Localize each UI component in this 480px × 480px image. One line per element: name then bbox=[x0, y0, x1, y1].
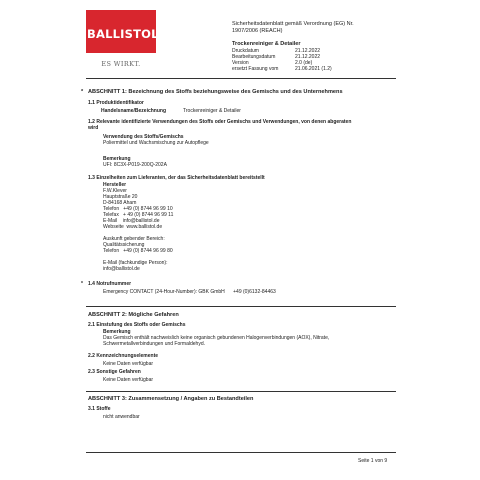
meta-value: 2.0 (de) bbox=[295, 60, 313, 66]
value-2-3: Keine Daten verfügbar bbox=[103, 377, 154, 383]
heading-1-2-cont: wird bbox=[88, 125, 99, 131]
heading-1-1: 1.1 Produktidentifikator bbox=[88, 100, 144, 106]
contact-line: Auskunft gebender Bereich: bbox=[103, 236, 165, 242]
remark-text-2-cont: Schwermetallverbindungen und Formaldehyd. bbox=[103, 341, 206, 347]
meta-value: 21.06.2021 (1.2) bbox=[295, 66, 332, 72]
footer-divider bbox=[86, 452, 396, 453]
meta-label: ersetzt Fassung vom bbox=[232, 66, 279, 72]
trade-name-value: Trockenreiniger & Detailer bbox=[183, 108, 241, 114]
logo-tagline: ES WIRKT. bbox=[101, 60, 141, 68]
use-value: Poliermittel und Wachsmischung zur Autopflege bbox=[103, 140, 209, 146]
heading-2-2: 2.2 Kennzeichnungselemente bbox=[88, 353, 159, 359]
email-contact-line: E-Mail (fachkundige Person): bbox=[103, 260, 168, 266]
phone-line: Telefon +49 (0) 8744 96 99 10 bbox=[103, 206, 173, 212]
heading-1-3: 1.3 Einzelheiten zum Lieferanten, der das Sicherheitsdatenblatt bereitstellt bbox=[88, 175, 265, 181]
header-divider bbox=[86, 78, 396, 79]
email-contact-line: info@ballistol.de bbox=[103, 266, 140, 272]
manufacturer-line: F.W.Klever bbox=[103, 188, 127, 194]
product-name: Trockenreiniger & Detailer bbox=[232, 41, 301, 47]
meta-label: Bearbeitungsdatum bbox=[232, 54, 276, 60]
remark-label: Bemerkung bbox=[103, 156, 131, 162]
trade-name-label: Handelsname/Bezeichnung bbox=[101, 108, 167, 114]
remark-label-2: Bemerkung bbox=[103, 329, 131, 335]
heading-1-4-marker: * bbox=[81, 281, 83, 287]
contact-line: Telefon +49 (0) 8744 96 99 80 bbox=[103, 248, 173, 254]
section-2-title: ABSCHNITT 2: Mögliche Gefahren bbox=[88, 312, 179, 318]
section-3-divider bbox=[86, 391, 396, 392]
value-3-1: nicht anwendbar bbox=[103, 414, 140, 420]
section-1-marker: * bbox=[81, 89, 84, 95]
meta-value: 21.12.2022 bbox=[295, 54, 321, 60]
contact-line: Qualitätssicherung bbox=[103, 242, 145, 248]
fax-line: Telefax + 49 (0) 8744 96 99 11 bbox=[103, 212, 174, 218]
meta-value: 21.12.2022 bbox=[295, 48, 321, 54]
meta-label: Druckdatum bbox=[232, 48, 259, 54]
heading-3-1: 3.1 Stoffe bbox=[88, 406, 111, 412]
meta-label: Version bbox=[232, 60, 249, 66]
use-label: Verwendung des Stoffs/Gemischs bbox=[103, 134, 184, 140]
manufacturer-line: D-84168 Aham bbox=[103, 200, 137, 206]
remark-value: UFI: 8C3X-P019-200Q-202A bbox=[103, 162, 167, 168]
heading-2-1: 2.1 Einstufung des Stoffs oder Gemischs bbox=[88, 322, 186, 328]
manufacturer-label: Hersteller bbox=[103, 182, 127, 188]
email-line: E-Mail info@ballistol.de bbox=[103, 218, 160, 224]
value-2-2: Keine Daten verfügbar bbox=[103, 361, 154, 367]
document-title-line2: 1907/2006 (REACH) bbox=[232, 28, 283, 34]
heading-2-3: 2.3 Sonstige Gefahren bbox=[88, 369, 141, 375]
heading-1-2: 1.2 Relevante identifizierte Verwendungen des Stoffs oder Gemischs und Verwendungen, von denen abgeraten bbox=[88, 119, 352, 125]
heading-1-4: 1.4 Notrufnummer bbox=[88, 281, 132, 287]
section-2-divider bbox=[86, 306, 396, 307]
page-number: Seite 1 von 9 bbox=[358, 458, 388, 464]
emergency-number: Emergency CONTACT (24-Hour-Number): GBK GmbH +49 (0)6132-84463 bbox=[103, 289, 276, 295]
section-3-title: ABSCHNITT 3: Zusammensetzung / Angaben zu Bestandteilen bbox=[88, 396, 254, 402]
website-line: Webseite www.ballistol.de bbox=[103, 224, 163, 230]
section-1-title: ABSCHNITT 1: Bezeichnung des Stoffs beziehungsweise des Gemischs und des Unternehmens bbox=[88, 89, 343, 95]
document-title-line1: Sicherheitsdatenblatt gemäß Verordnung (EG) Nr. bbox=[232, 21, 354, 27]
remark-text-2: Das Gemisch enthält nachweislich keine organisch gebundenen Halogenverbindungen (AOX), Nitrate, bbox=[103, 335, 330, 341]
logo-text: BALLISTOL bbox=[87, 27, 159, 41]
manufacturer-line: Hauptstraße 20 bbox=[103, 194, 138, 200]
